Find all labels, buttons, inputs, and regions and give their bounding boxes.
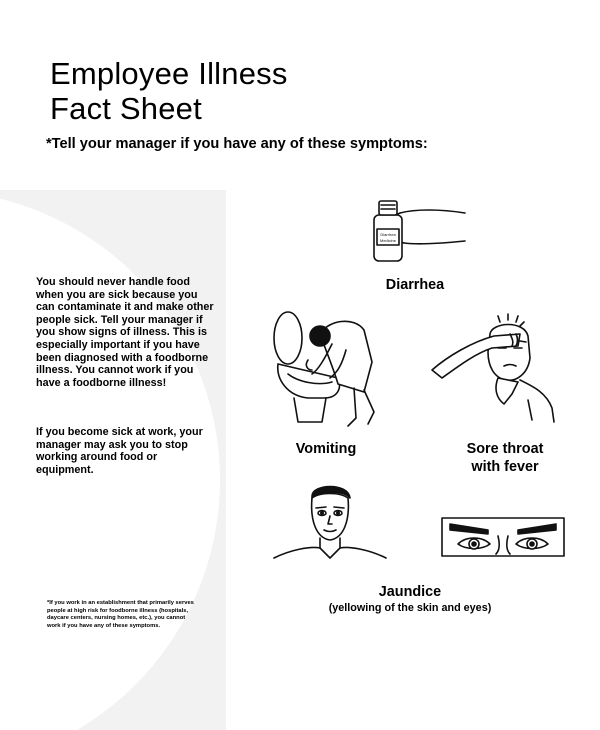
right-pupil <box>337 512 339 514</box>
left-pupil <box>321 512 323 514</box>
jaundice-face-illustration <box>270 480 390 560</box>
bottle-label-text-2: Medicine <box>379 238 397 243</box>
symptom-label-sore-throat <box>440 440 570 476</box>
person-head <box>310 326 330 346</box>
right-pupil <box>530 542 534 546</box>
hand-on-throat <box>496 378 518 404</box>
page-title <box>50 56 288 126</box>
symptom-label-jaundice: Jaundice <box>378 584 442 600</box>
sore-throat-line-2: with fever <box>471 459 539 475</box>
person-legs <box>348 388 374 426</box>
sore-throat-illustration <box>428 312 558 432</box>
vomiting-illustration <box>268 300 383 430</box>
left-pupil <box>472 542 476 546</box>
title-line-1: Employee Illness <box>50 56 288 91</box>
man-head <box>488 325 530 381</box>
man-shirt-fold <box>528 400 532 420</box>
vomit-stream <box>306 360 312 370</box>
sidebar-paragraph-2: If you become sick at work, your manager may ask you to stop working around food or equipment. <box>36 426 203 476</box>
title-line-2: Fact Sheet <box>50 91 202 126</box>
jaundice-eyes-illustration <box>440 516 566 558</box>
sore-throat-line-1: Sore throat <box>466 441 544 457</box>
eyes-panel <box>442 518 564 556</box>
page-subtitle: *Tell your manager if you have any of these symptoms: <box>46 136 428 152</box>
toilet-lid <box>274 312 302 364</box>
man-shoulders <box>274 547 386 558</box>
bottle-label-text-1: Diarrhea <box>380 232 396 237</box>
man-shoulder <box>520 380 554 422</box>
toilet-base <box>294 398 326 422</box>
jaundice-note: (yellowing of the skin and eyes) <box>328 602 492 614</box>
symptom-label-diarrhea: Diarrhea <box>385 277 445 293</box>
sidebar-paragraph-1: You should never handle food when you are sick because you can contaminate it and make other people sick. Tell your manager if you show signs of illness. This is especially important if you have been diagnosed with a foodborne illness. You cannot work if you have a foodborne illness! <box>36 276 214 389</box>
bottle-cap <box>379 201 397 215</box>
sidebar-footnote: *If you work in an establishment that primarily serves people at high risk for foodborne illness (hospitals, daycare centers, nursing homes, etc.), you cannot work if you have any of these symptoms. <box>47 600 194 630</box>
symptom-label-vomiting: Vomiting <box>295 441 357 457</box>
diarrhea-medicine-illustration <box>360 195 470 265</box>
hand-outline <box>400 210 465 244</box>
